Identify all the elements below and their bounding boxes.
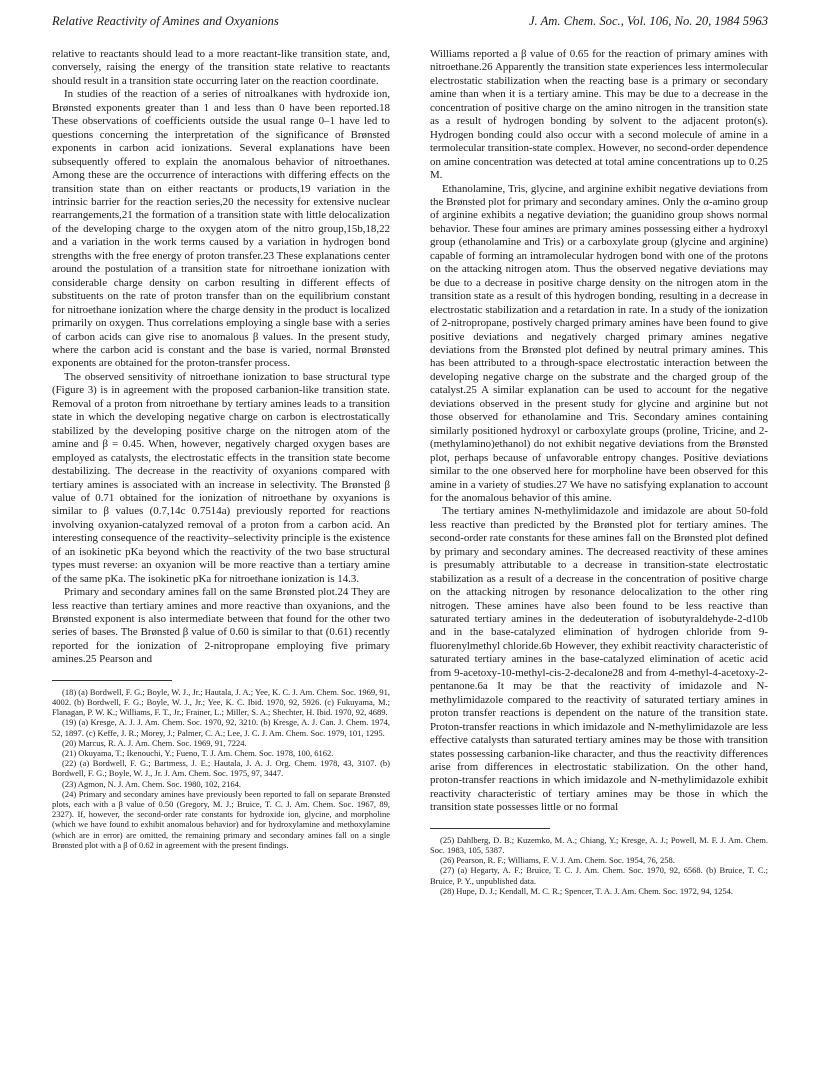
footnotes-right (430, 835, 768, 896)
footnote: (23) Agmon, N. J. Am. Chem. Soc. 1980, 102, 2164. (62, 778, 241, 789)
footnote: (20) Marcus, R. A. J. Am. Chem. Soc. 1969, 91, 7224. (62, 737, 247, 748)
footnote: (22) (a) Bordwell, F. G.; Bartmess, J. E.; Hautala, J. A. J. Org. Chem. 1978, 43, 3107. (b) Bordwell, F. G.; Boyle, W. J., Jr. J. Am. Chem. Soc. 1975, 97, 3447. (52, 758, 390, 779)
footnote: (25) Dahlberg, D. B.; Kuzemko, M. A.; Chiang, Y.; Kresge, A. J.; Powell, M. F. J. Am. Chem. Soc. 1983, 105, 5387. (430, 834, 768, 856)
body-paragraph: The tertiary amines N-methylimidazole and imidazole are about 50-fold less reactive than predicted by the Brønsted plot for tertiary amines. The second-order rate constants for these amines fall on the Brønsted plot defined by primary and secondary amines. The decreased reactivity of these amines is presumably attributable to a decrease in transition-state electrostatic stabilization as a result of a decrease in the concentration of positive charge on the attacking nitrogen by resonance delocalization to the other ring nitrogen. These amines have also been found to be less reactive than saturated tertiary amines in the dedeuteration of isobutyraldehyde-2-d10b and in the base-catalyzed elimination of hydrogen chloride from 9-fluorenylmethyl chloride.6b However, they exhibit reactivity characteristic of saturated tertiary amines in the base-catalyzed elimination of acetic acid from 9-acetoxy-10-methyl-cis-2-decalone28 and from 4-methyl-4-acetoxy-2-pentanone.6a It may be that the reactivity of imidazole and N-methylimidazole compared to the reactivity of saturated tertiary amines in proton transfer reactions is dependent on the nature of the transition state. Proton-transfer reactions in which imidazole and N-methylimidazole are less effective catalysts than saturated tertiary amines may be those with transition states possessing carbanion-like character, and thus the reactivity differences arise from differences in electrostatic stabilization. On the other hand, proton-transfer reactions in which imidazole and N-methylimidazole exhibit reactivity characteristic of tertiary amines may be those in which the transition state possesses little or no formal (430, 505, 768, 814)
footnote: (24) Primary and secondary amines have previously been reported to fall on separate Brønsted plots, each with a β value of 0.50 (Gregory, M. J.; Bruice, T. C. J. Am. Chem. Soc. 1967, 89, 2327). If, however, the second-order rate constants for hydroxide ion, glycine, and morpholine (which we have found to exhibit anomalous behavior) and for hydroxylamine and methoxylamine (which are in error) are omitted, the remaining primary and secondary amines fall on a single Brønsted plot with a β of 0.62 in agreement with the present findings. (52, 788, 390, 850)
footnote: (28) Hupe, D. J.; Kendall, M. C. R.; Spencer, T. A. J. Am. Chem. Soc. 1972, 94, 1254. (440, 885, 734, 896)
body-paragraph: Williams reported a β value of 0.65 for the reaction of primary amines with nitroethane.26 Apparently the transition state experiences less intermolecular electrostatic stabilization when the reacting base is a primary or secondary amine than when it is a tertiary amine. This may be due to a decrease in the concentration of positive charge on the amino nitrogen in the transition state as a result of hydrogen bonding by solvent to the adjacent proton(s). Hydrogen bonding could also occur with a second molecule of amine in a termolecular transition-state complex. However, no second-order dependence on amine concentration was detected at total amine concentrations up to 0.25 M. (430, 48, 768, 182)
footnote-divider (430, 828, 550, 829)
body-paragraph: Primary and secondary amines fall on the same Brønsted plot.24 They are less reactive than tertiary amines and more reactive than oxyanions, and the Brønsted exponent is also intermediate between that found for the other two series of bases. The Brønsted β value of 0.60 is similar to that (0.61) recently reported for the ionization of 2-nitropropane employing five primary amines.25 Pearson and (52, 586, 390, 666)
footnote-divider (52, 680, 172, 681)
body-paragraph: In studies of the reaction of a series of nitroalkanes with hydroxide ion, Brønsted exponents greater than 1 and less than 0 have been reported.18 These observations of coefficients outside the usual range 0–1 have led to questions concerning the interpretation of the significance of Brønsted exponents in carbon acid ionizations. Several explanations have been subsequently offered to explain the anomalous behavior of nitroethanes. Among these are the occurrence of interactions with differing effects on the transition state than on either reactants or products,19 variation in the intrinsic barrier for the reaction series,20 the necessity for extensive nuclear rearrangements,21 the formation of a transition state with little delocalization of the developing charge to the oxygen atom of the nitro group,15b,18,22 and a variation in the work terms caused by a variation in hydrogen bond strengths with the free energy of proton transfer.23 These explanations center around the postulation of a transition state for nitroethane ionization with considerable charge density on carbon resulting in different effects of substituents on the rate of proton transfer than on the equilibrium constant for nitroethane ionization where the charge density in the product is localized primarily on oxygen. Thus correlations employing a single base with a series of carbon acids can give rise to anomalous β values. In the present study, where the carbon acid is constant and the base is varied, normal Brønsted exponents are obtained for the proton-transfer process. (52, 88, 390, 370)
body-paragraph: The observed sensitivity of nitroethane ionization to base structural type (Figure 3) is in agreement with the proposed carbanion-like transition state. Removal of a proton from nitroethane by tertiary amines leads to a transition state in which the developing negative charge on carbon is electrostatically stabilized by the developing positive charge on the nitrogen atom of the amine and β = 0.45. When, however, negatively charged oxygen bases are employed as catalysts, the electrostatic effects in the transition state become destabilizing. The decrease in the reactivity of oxyanions compared with tertiary amines is associated with an increase in selectivity. The Brønsted β value of 0.71 obtained for the ionization of nitroethane by oxyanions is similar to β values (0.7,14c 0.7514a) previously reported for reactions involving oxyanion-catalyzed removal of a proton from a carbon acid. An interesting consequence of the reactivity–selectivity principle is the existence of an isokinetic pKa beyond which the reactivity of the two base structural types must reverse: an oxyanion will be more reactive than a tertiary amine of the same pKa. The isokinetic pKa for nitroethane ionization is 14.3. (52, 370, 390, 585)
footnote: (18) (a) Bordwell, F. G.; Boyle, W. J., Jr.; Hautala, J. A.; Yee, K. C. J. Am. Chem. Soc. 1969, 91, 4002. (b) Bordwell, F. G.; Boyle, W. J., Jr.; Yee, K. C. Ibid. 1970, 92, 5926. (c) Fukuyama, M.; Flanagan, P. W. K.; Williams, F. T., Jr.; Frainer, L.; Miller, S. A.; Shechter, H. Ibid. 1970, 92, 4689. (52, 686, 390, 718)
footnote: (19) (a) Kresge, A. J. J. Am. Chem. Soc. 1970, 92, 3210. (b) Kresge, A. J. Can. J. Chem. 1974, 52, 1897. (c) Keffe, J. R.; Morey, J.; Palmer, C. A.; Lee, J. C. J. Am. Chem. Soc. 1979, 101, 1295. (52, 717, 390, 738)
journal-citation: J. Am. Chem. Soc., Vol. 106, No. 20, 1984 5963 (528, 14, 768, 28)
body-paragraph: Ethanolamine, Tris, glycine, and arginine exhibit negative deviations from the Brønsted plot for primary and secondary amines. Only the α-amino group of arginine exhibits a negative deviation; the guanidino group shows normal behavior. These four amines are primary amines possessing either a hydroxyl group (ethanolamine and Tris) or a carboxylate group (glycine and arginine) capable of forming an intramolecular hydrogen bond with one of the protons on the attacking nitrogen atom. Thus the observed negative deviations may be due to a decrease in positive charge density on the nitrogen atom in the transition state as a result of this hydrogen bonding, resulting in a decrease in electrostatic stabilization and a retardation in rate. In a study of the ionization of 2-nitropropane, postively charged primary amines have been found to give positive deviations and negatively charged primary amines negative deviations from the Brønsted plot defined by neutral primary amines. This has been attributed to a through-space electrostatic interaction between the developing negative charge on the substrate and the charged group of the catalyst.25 A similar explanation can be used to account for the negative deviations observed in the present study for glycine and arginine but not those observed for ethanolamine and Tris. Secondary amines containing similarly positioned hydroxyl or carboxylate groups (proline, Tricine, and 2-(methylamino)ethanol) do not exhibit negative deviations from the Brønsted plot, perhaps because of unfavorable entropy changes. Positive deviations similar to the one observed here for morpholine have been observed for this amine in a variety of studies.27 We have no satisfying explanation to account for the anomalous behavior of this amine. (430, 182, 768, 504)
running-title: Relative Reactivity of Amines and Oxyanions (52, 14, 279, 28)
footnotes-left (52, 687, 390, 850)
right-column (430, 48, 768, 896)
running-header (52, 14, 768, 34)
footnote: (21) Okuyama, T.; Ikenouchi, Y.; Fueno, T. J. Am. Chem. Soc. 1978, 100, 6162. (62, 748, 334, 759)
left-column (52, 48, 390, 850)
footnote: (26) Pearson, R. F.; Williams, F. V. J. Am. Chem. Soc. 1954, 76, 258. (440, 855, 675, 866)
footnote: (27) (a) Hegarty, A. F.; Bruice, T. C. J. Am. Chem. Soc. 1970, 92, 6568. (b) Bruice, T. C.; Bruice, P. Y., unpublished data. (430, 865, 768, 886)
body-paragraph: relative to reactants should lead to a more reactant-like transition state, and, conversely, raising the energy of the transition state relative to reactants should result in a transition state occurring later on the reaction coordinate. (52, 48, 390, 87)
